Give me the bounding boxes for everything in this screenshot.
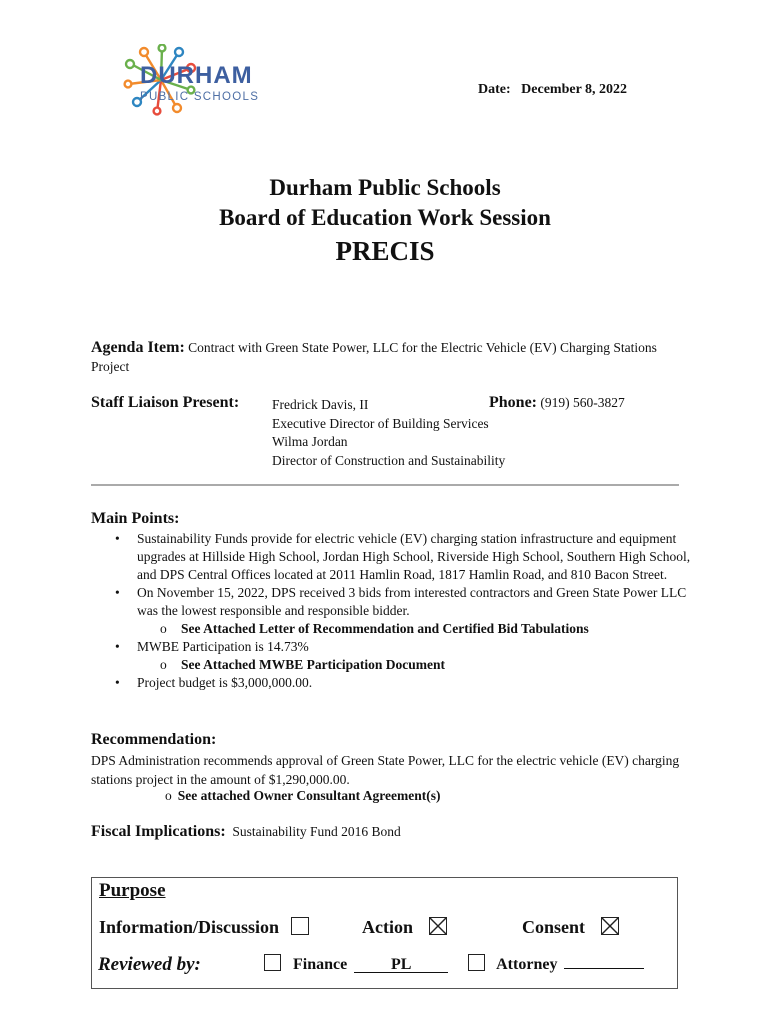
phone-label: Phone: bbox=[489, 394, 537, 411]
list-item: • On November 15, 2022, DPS received 3 bids from interested contractors and Green State Power LLC was the lowest responsible and responsible bidder. bbox=[91, 584, 691, 620]
staff-line: Fredrick Davis, II bbox=[272, 397, 369, 412]
list-item: • Sustainability Funds provide for electric vehicle (EV) charging station infrastructure and equipment upgrades at Hillside High School, Jordan High School, Riverside High School, Southern High School, and DPS Central Offices located at 2011 Hamlin Road, 1817 Hamlin Road, and 810 Bacon Street. bbox=[91, 530, 691, 584]
staff-line: Director of Construction and Sustainability bbox=[272, 452, 506, 468]
list-item: • Project budget is $3,000,000.00. bbox=[91, 674, 691, 692]
finance-initials-field[interactable]: PL bbox=[354, 957, 448, 973]
fiscal-implications bbox=[91, 823, 401, 841]
finance-checkbox[interactable] bbox=[264, 954, 281, 971]
staff-liaison-list bbox=[272, 396, 505, 470]
agenda-label: Agenda Item: bbox=[91, 339, 185, 356]
reviewed-by-label: Reviewed by: bbox=[98, 954, 201, 975]
recommendation-title: Recommendation: bbox=[91, 731, 217, 748]
staff-line: Executive Director of Building Services bbox=[272, 415, 489, 431]
attorney-checkbox[interactable] bbox=[468, 954, 485, 971]
document-title: Durham Public Schools bbox=[269, 175, 501, 200]
main-points-list bbox=[91, 530, 691, 692]
action-label: Action bbox=[362, 917, 413, 937]
consent-label: Consent bbox=[522, 917, 586, 937]
divider bbox=[91, 484, 679, 486]
consent-checkbox[interactable] bbox=[601, 917, 619, 935]
agenda-item bbox=[91, 338, 691, 376]
list-item: • MWBE Participation is 14.73% bbox=[91, 638, 691, 656]
list-subitem: o See Attached MWBE Participation Document bbox=[91, 656, 691, 674]
info-discussion-checkbox[interactable] bbox=[291, 917, 309, 935]
recommendation-text: DPS Administration recommends approval of Green State Power, LLC for the electric vehicle (EV) charging stations project in the amount of $1,290,000.00. bbox=[91, 753, 680, 787]
consent-option bbox=[522, 917, 619, 938]
logo-subtitle: PUBLIC SCHOOLS bbox=[140, 91, 260, 103]
info-discussion-label: Information/Discussion bbox=[99, 917, 280, 937]
recommendation-subitem: o See attached Owner Consultant Agreement(s) bbox=[165, 788, 441, 803]
agenda-text: Contract with Green State Power, LLC for the Electric Vehicle (EV) Charging Stations Project bbox=[91, 340, 657, 374]
finance-review bbox=[264, 954, 448, 974]
date-label: Date: bbox=[478, 82, 511, 97]
staff-liaison-label: Staff Liaison Present: bbox=[91, 394, 240, 411]
date-line bbox=[478, 82, 627, 98]
phone-number: (919) 560-3827 bbox=[540, 395, 625, 410]
finance-label: Finance bbox=[293, 956, 348, 973]
staff-line: Wilma Jordan bbox=[272, 434, 348, 449]
info-discussion-option bbox=[99, 917, 309, 938]
fiscal-text: Sustainability Fund 2016 Bond bbox=[232, 824, 401, 839]
action-checkbox[interactable] bbox=[429, 917, 447, 935]
recommendation-sub-text: See attached Owner Consultant Agreement(s) bbox=[177, 788, 441, 803]
main-points-title: Main Points: bbox=[91, 510, 180, 527]
document-subtitle: Board of Education Work Session bbox=[219, 205, 551, 230]
date-value: December 8, 2022 bbox=[521, 82, 628, 97]
check-x-icon bbox=[430, 918, 446, 934]
logo-name: DURHAM bbox=[140, 62, 253, 89]
logo-wordmark bbox=[140, 64, 259, 105]
list-subitem: o See Attached Letter of Recommendation and Certified Bid Tabulations bbox=[91, 620, 691, 638]
phone bbox=[489, 394, 625, 412]
attorney-label: Attorney bbox=[496, 956, 558, 973]
attorney-review bbox=[468, 954, 644, 974]
purpose-title: Purpose bbox=[99, 880, 166, 901]
action-option bbox=[362, 917, 447, 938]
document-heading: PRECIS bbox=[335, 236, 435, 266]
attorney-initials-field[interactable] bbox=[564, 968, 644, 969]
check-x-icon bbox=[602, 918, 618, 934]
fiscal-label: Fiscal Implications: bbox=[91, 823, 226, 840]
